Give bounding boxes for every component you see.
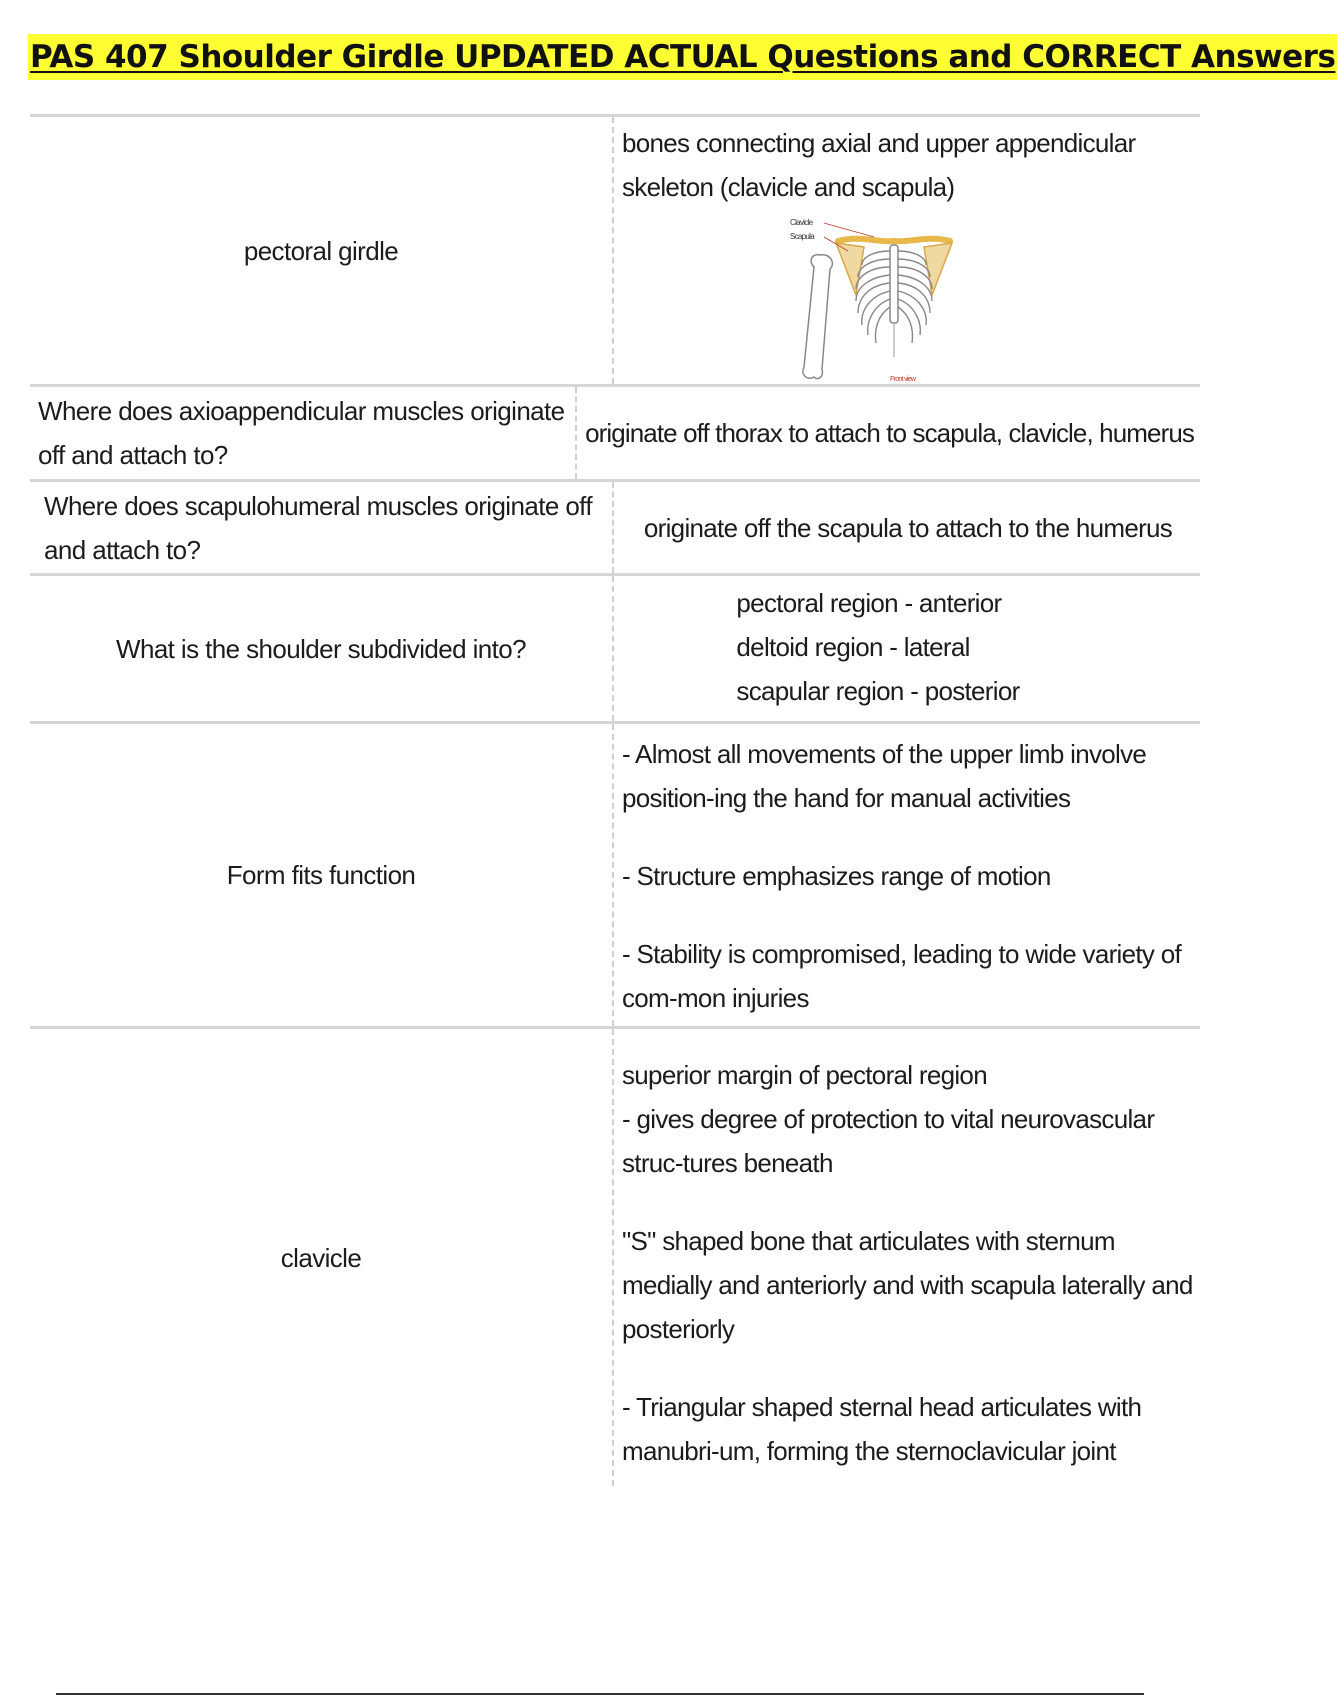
footer-divider (56, 1693, 1144, 1695)
answer-text: - Almost all movements of the upper limb involve position-ing the hand for manual activities (622, 739, 1147, 813)
table-row (30, 1026, 1200, 1486)
answer-line: deltoid region - lateral (736, 631, 970, 662)
clavicle-label: Clavicle (790, 218, 813, 227)
table-row (30, 479, 1200, 573)
question-cell (30, 482, 612, 573)
humerus-icon (803, 255, 832, 379)
scapula-label: Scapula (790, 232, 815, 241)
answer-text: - Triangular shaped sternal head articulates with manubri-um, forming the sternoclavicular joint (622, 1392, 1142, 1466)
figure-caption: Front view (890, 376, 916, 383)
scapula-icon (836, 243, 864, 295)
scapula-icon (924, 243, 952, 295)
qa-table (30, 114, 1200, 1486)
answer-cell (612, 1029, 1200, 1486)
answer-text: superior margin of pectoral region (622, 1060, 987, 1090)
question-cell: What is the shoulder subdivided into? (116, 633, 526, 664)
answer-line: pectoral region - anterior (736, 587, 1002, 618)
question-text: Where does axioappendicular muscles originate off and attach to? (38, 396, 565, 470)
answer-cell (612, 724, 1200, 1026)
sternum-icon (890, 245, 898, 323)
title-wrap (28, 34, 1337, 80)
question-text: Where does scapulohumeral muscles originate off and attach to? (44, 490, 592, 565)
pectoral-girdle-illustration (790, 217, 990, 385)
table-row (30, 114, 1200, 384)
document-title: PAS 407 Shoulder Girdle UPDATED ACTUAL Questions and CORRECT Answers (28, 34, 1337, 80)
answer-cell (575, 387, 1200, 479)
table-row (30, 573, 1200, 721)
answer-text: originate off the scapula to attach to the humerus (643, 512, 1173, 543)
question-cell: clavicle (280, 1242, 362, 1273)
table-row (30, 721, 1200, 1026)
answer-line: scapular region - posterior (736, 675, 1020, 706)
question-cell: Form fits function (226, 860, 416, 890)
answer-list (622, 582, 1194, 711)
answer-cell (612, 482, 1200, 573)
answer-text: - gives degree of protection to vital neurovascular struc-tures beneath (622, 1104, 1155, 1178)
answer-text: - Structure emphasizes range of motion (622, 861, 1051, 891)
answer-text: bones connecting axial and upper appendicular skeleton (clavicle and scapula) (622, 128, 1136, 202)
answer-cell (612, 576, 1200, 721)
answer-text: "S" shaped bone that articulates with sternum medially and anteriorly and with scapula laterally and posteriorly (622, 1226, 1193, 1344)
answer-cell (612, 117, 1200, 384)
question-cell: pectoral girdle (243, 235, 399, 266)
answer-text: originate off thorax to attach to scapula, clavicle, humerus (585, 418, 1194, 448)
table-row (30, 384, 1200, 479)
answer-text: - Stability is compromised, leading to wide variety of com-mon injuries (622, 939, 1182, 1013)
question-cell (30, 387, 575, 479)
clavicle-icon (838, 239, 950, 242)
